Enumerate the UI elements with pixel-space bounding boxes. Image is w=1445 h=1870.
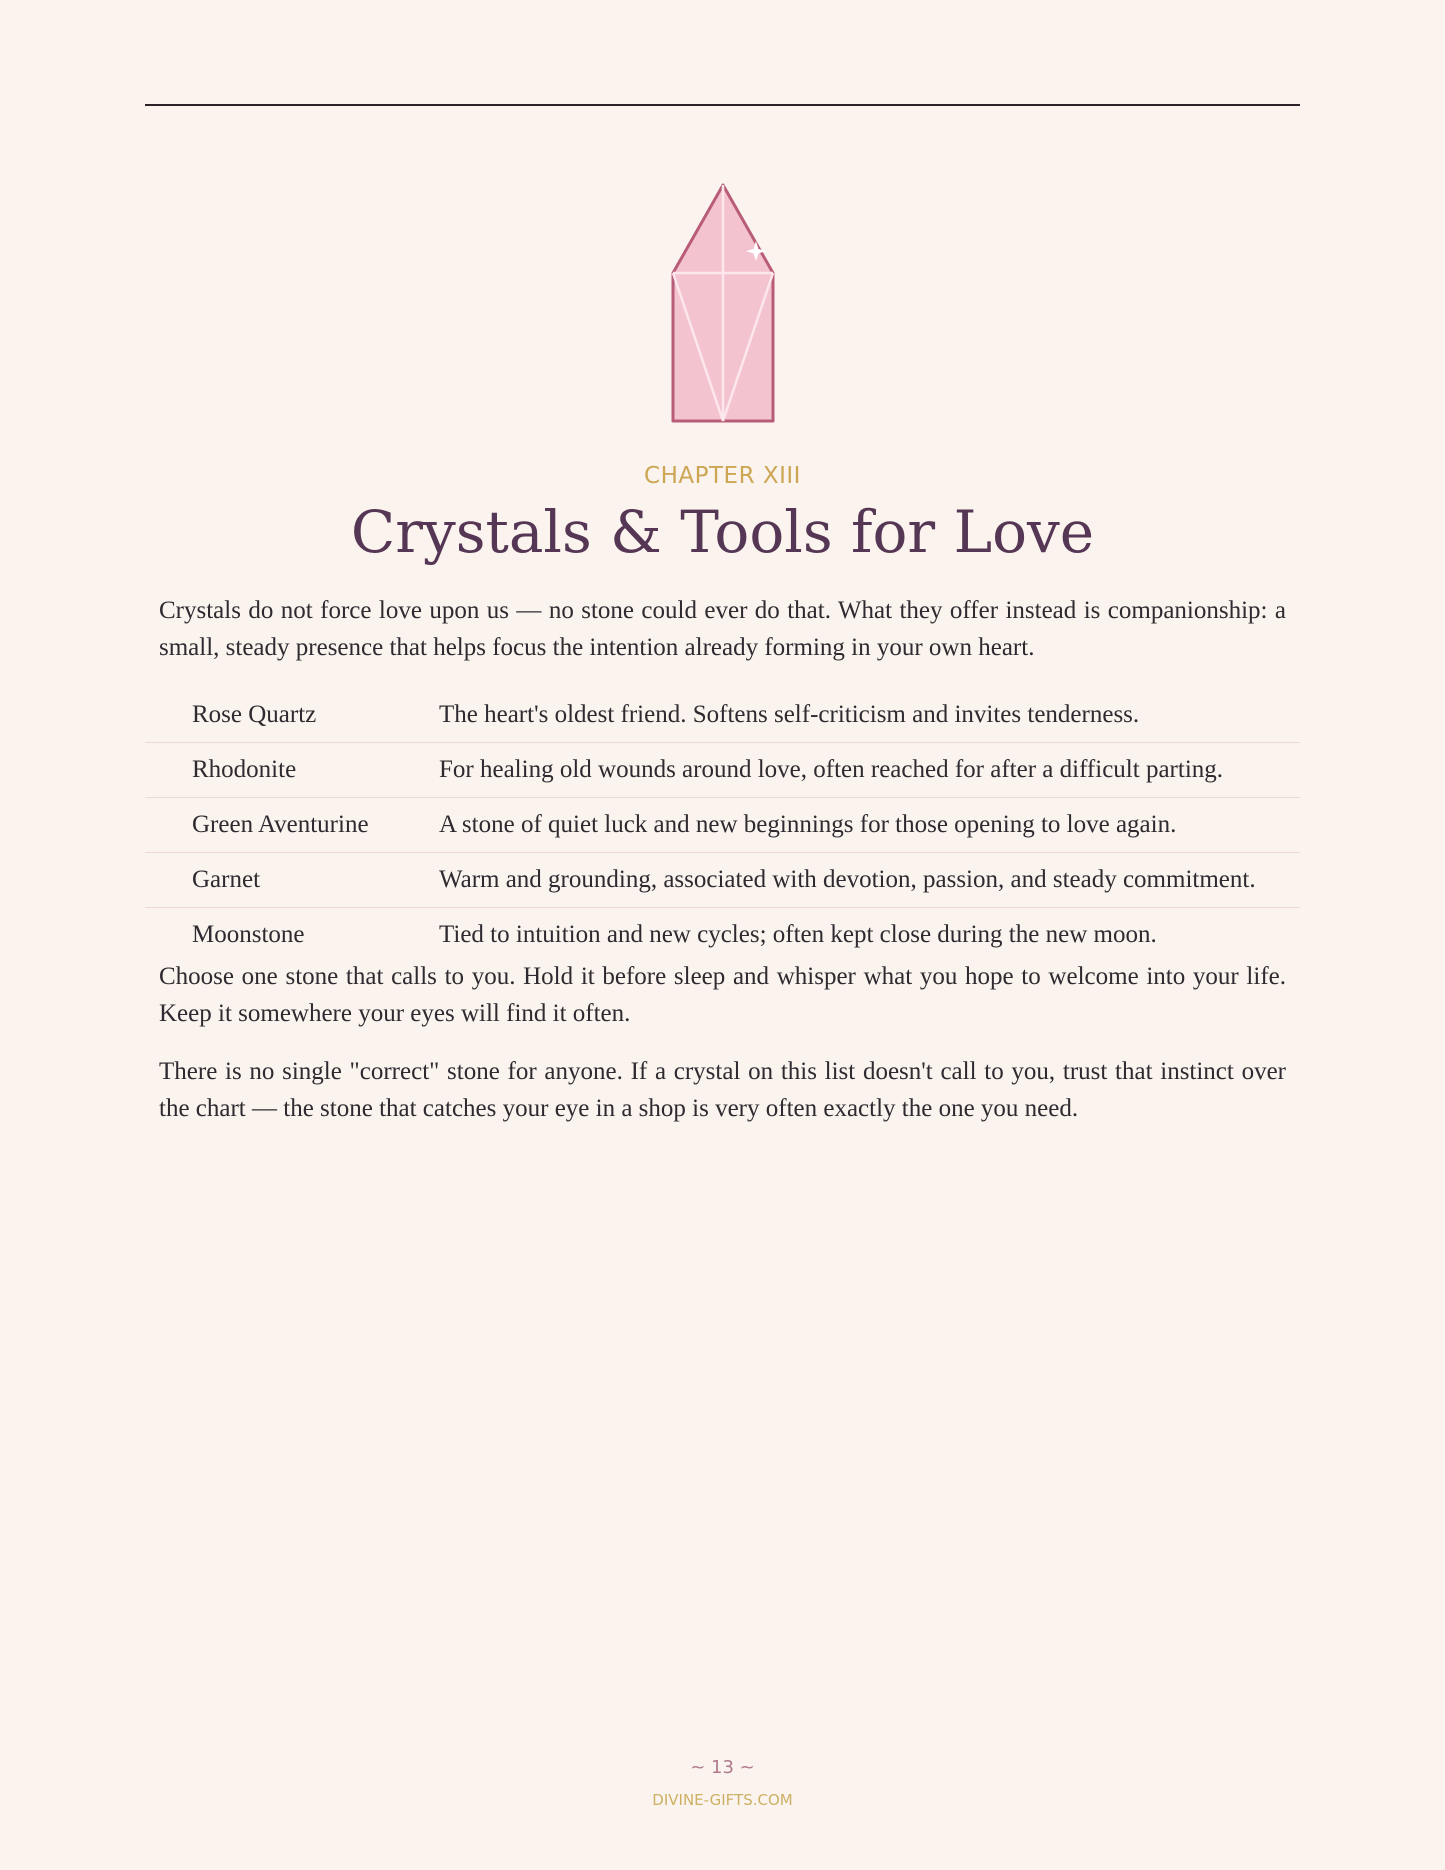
table-row [145,688,1300,743]
crystal-point-icon [663,178,783,428]
crystal-name: Moonstone [192,921,305,948]
table-row [145,743,1300,798]
crystal-description: A stone of quiet luck and new beginnings for those opening to love again. [439,811,1177,838]
closing-paragraph: There is no single "correct" stone for anyone. If a crystal on this list doesn't call to you, trust that instinct over the chart — the stone that catches your eye in a shop is very often exactly the one you need. [159,1058,1286,1122]
page-number: ~ 13 ~ [690,1757,755,1778]
crystal-name: Garnet [192,866,261,893]
page-title: Crystals & Tools for Love [350,498,1095,566]
crystal-description: Warm and grounding, associated with devotion, passion, and steady commitment. [439,866,1256,893]
table-row [145,798,1300,853]
table-row [145,853,1300,908]
closing-paragraph: Choose one stone that calls to you. Hold it before sleep and whisper what you hope to welcome into your life. Keep it somewhere your eyes will find it often. [159,963,1286,1027]
crystal-description: The heart's oldest friend. Softens self-criticism and invites tenderness. [439,701,1140,728]
crystal-name: Rhodonite [192,756,297,783]
intro-paragraph: Crystals do not force love upon us — no stone could ever do that. What they offer instead is companionship: a small, steady presence that helps focus the intention already forming in your own heart. [159,597,1286,661]
crystal-name: Green Aventurine [192,811,369,838]
crystal-table [145,688,1300,962]
crystal-description: For healing old wounds around love, often reached for after a difficult parting. [439,756,1224,783]
crystal-name: Rose Quartz [192,701,317,728]
chapter-label: CHAPTER XIII [644,463,801,489]
header-rule [145,104,1300,106]
table-row [145,908,1300,963]
footer-site: DIVINE-GIFTS.COM [652,1791,793,1809]
crystal-description: Tied to intuition and new cycles; often kept close during the new moon. [439,921,1157,948]
